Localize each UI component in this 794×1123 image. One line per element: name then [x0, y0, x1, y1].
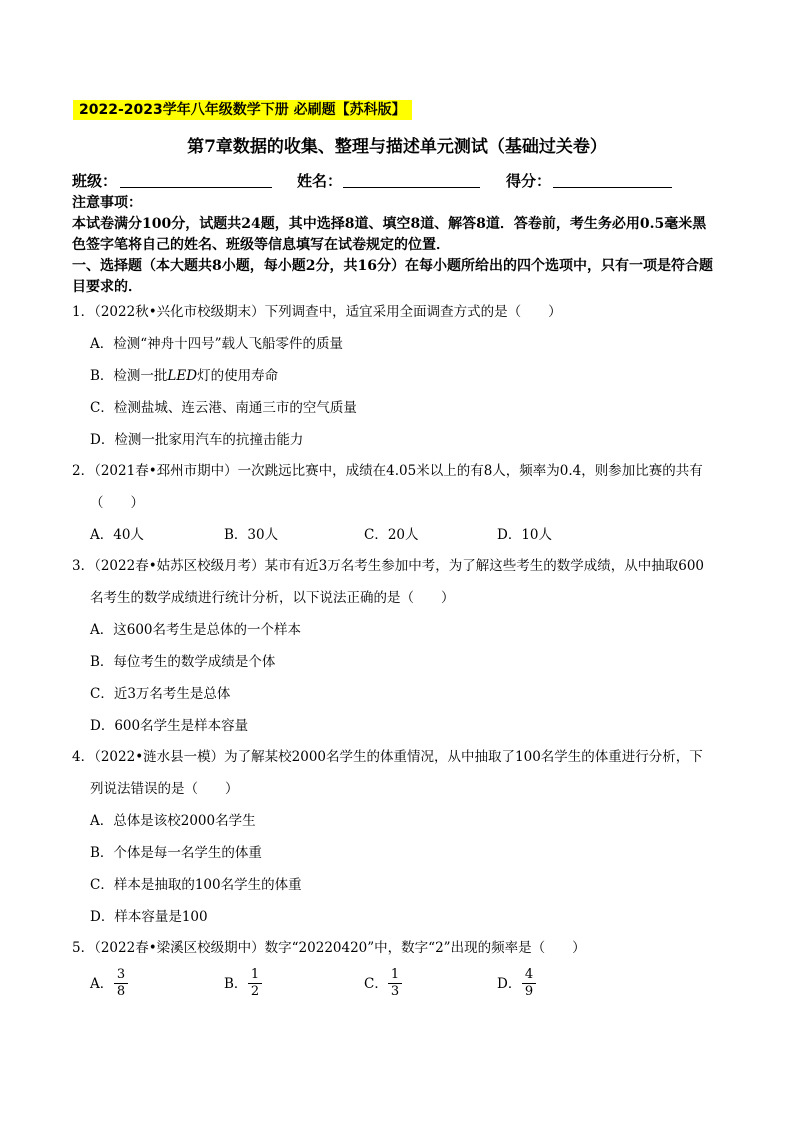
question-1-option-c[interactable]: C．检测盐城、连云港、南通三市的空气质量: [90, 400, 357, 416]
fraction-a: [114, 968, 128, 999]
fraction-d: [522, 968, 536, 999]
question-5-option-d[interactable]: D．: [497, 976, 522, 992]
question-3-option-c[interactable]: C．近3万名考生是总体: [90, 686, 231, 702]
notes-line: 本试卷满分100分，试题共24题，其中选择8道、填空8道、解答8道．答卷前，考生务必用0.5毫米黑: [72, 216, 707, 232]
section-heading: 一、选择题（本大题共8小题，每小题2分，共16分）在每小题所给出的四个选项中，只有一项是符合题: [72, 258, 713, 274]
fraction-c: [388, 968, 402, 999]
class-blank[interactable]: [120, 187, 272, 188]
fraction-numerator: 1: [390, 967, 400, 982]
score-blank[interactable]: [553, 187, 672, 188]
fraction-denominator: 9: [524, 984, 534, 999]
question-5-option-b[interactable]: B．: [224, 976, 248, 992]
question-2-stem-cont: （ ）: [90, 495, 144, 511]
question-1-option-b[interactable]: [90, 366, 278, 386]
question-3-option-d[interactable]: D．600名学生是样本容量: [90, 718, 249, 734]
question-5-stem: 5．（2022春•梁溪区校级期中）数字“20220420”中，数字“2”出现的频率是（ ）: [72, 940, 586, 956]
question-4-option-d[interactable]: D．样本容量是100: [90, 909, 208, 925]
question-2-stem: 2．（2021春•邳州市期中）一次跳远比赛中，成绩在4.05米以上的有8人，频率为0.4，则参加比赛的共有: [72, 463, 703, 479]
class-label: 班级：: [72, 172, 118, 190]
question-2-option-b[interactable]: B．30人: [224, 527, 279, 543]
option-text: B．检测一批: [90, 368, 168, 384]
fraction-denominator: 8: [116, 984, 126, 999]
question-2-option-d[interactable]: D．10人: [497, 527, 553, 543]
fraction-b: [248, 968, 262, 999]
fraction-numerator: 1: [250, 967, 260, 982]
question-1-option-a[interactable]: A．检测“神舟十四号”载人飞船零件的质量: [90, 336, 344, 352]
question-3-option-a[interactable]: A．这600名考生是总体的一个样本: [90, 622, 302, 638]
question-1-option-d[interactable]: D．检测一批家用汽车的抗撞击能力: [90, 432, 304, 448]
name-blank[interactable]: [343, 187, 480, 188]
question-4-option-a[interactable]: A．总体是该校2000名学生: [90, 813, 256, 829]
series-banner: 2022-2023学年八年级数学下册 必刷题【苏科版】: [73, 100, 412, 120]
notes-heading: 注意事项：: [72, 195, 142, 211]
score-label: 得分：: [506, 172, 552, 190]
fraction-denominator: 3: [390, 984, 400, 999]
question-2-option-c[interactable]: C．20人: [364, 527, 419, 543]
question-2-option-a[interactable]: A．40人: [90, 527, 144, 543]
question-4-stem: 4．（2022•涟水县一模）为了解某校2000名学生的体重情况，从中抽取了100名学生的体重进行分析，下: [72, 749, 703, 765]
question-5-option-a[interactable]: A．: [90, 976, 114, 992]
option-text: 灯的使用寿命: [197, 368, 279, 384]
notes-line: 色签字笔将自己的姓名、班级等信息填写在试卷规定的位置．: [72, 237, 450, 253]
fraction-denominator: 2: [250, 984, 260, 999]
section-heading: 目要求的．: [72, 279, 142, 295]
question-3-option-b[interactable]: B．每位考生的数学成绩是个体: [90, 654, 276, 670]
page-title: 第7章数据的收集、整理与描述单元测试（基础过关卷）: [187, 137, 607, 157]
question-4-option-b[interactable]: B．个体是每一名学生的体重: [90, 845, 262, 861]
fraction-numerator: 3: [116, 967, 126, 982]
led-term: LED: [167, 368, 198, 384]
question-4-stem-cont: 列说法错误的是（ ）: [90, 781, 239, 797]
fraction-numerator: 4: [524, 967, 534, 982]
name-label: 姓名：: [297, 172, 343, 190]
question-5-option-c[interactable]: C．: [364, 976, 388, 992]
question-3-stem: 3．（2022春•姑苏区校级月考）某市有近3万名考生参加中考，为了解这些考生的数学成绩，从中抽取600: [72, 558, 705, 574]
question-3-stem-cont: 名考生的数学成绩进行统计分析，以下说法正确的是（ ）: [90, 590, 455, 606]
question-4-option-c[interactable]: C．样本是抽取的100名学生的体重: [90, 877, 302, 893]
question-1-stem: 1．（2022秋•兴化市校级期末）下列调查中，适宜采用全面调查方式的是（ ）: [72, 304, 562, 320]
